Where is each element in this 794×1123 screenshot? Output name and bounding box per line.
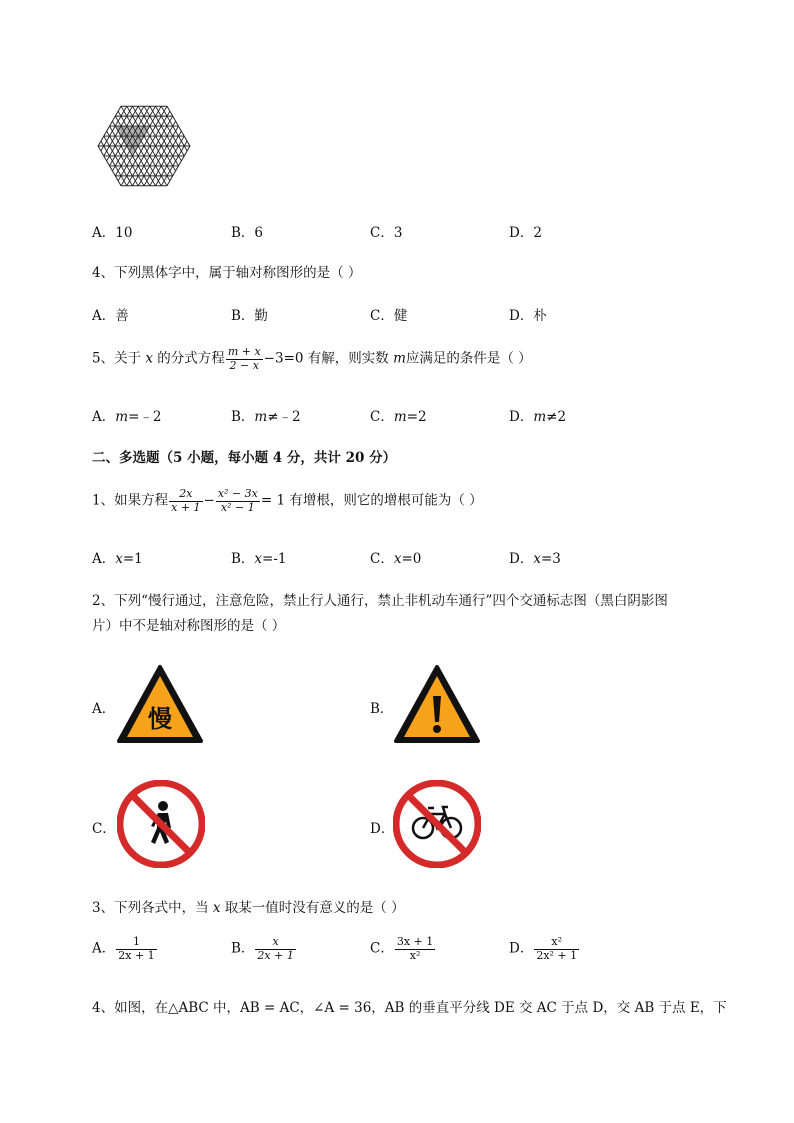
option-c[interactable]: C． $\frac{3x + 1}{\text{x²}}$ xyxy=(370,935,434,962)
multi-question-2-line1: 2、下列“慢行通过，注意危险，禁止行人通行，禁止非机动车通行”四个交通标志图（黑白阴影图 xyxy=(92,593,668,609)
section-heading: 二、多选题（5 小题，每小题 4 分，共计 20 分） xyxy=(92,450,397,466)
option-c[interactable]: C．m=2 xyxy=(370,409,427,425)
option-c[interactable]: C．x=0 xyxy=(370,551,422,567)
no-bicycles-sign-icon xyxy=(393,780,481,868)
multi-question-4-prompt: 4、如图，在△ABC 中，AB = AC，∠A = 36，AB 的垂直平分线 DE 交 AC 于点 D，交 AB 于点 E，下 xyxy=(92,1000,727,1016)
option-a[interactable]: A． $\frac{1}{2x + 1}$ xyxy=(92,935,155,962)
slow-sign-icon xyxy=(116,664,204,744)
option-a-label[interactable]: A． xyxy=(92,701,116,717)
fraction: $\frac{1}{2x + 1}$ xyxy=(118,935,155,962)
option-d[interactable]: D．朴 xyxy=(509,308,547,324)
option-b[interactable]: B． $\frac{x}{2x + 1}$ xyxy=(231,935,294,962)
option-a[interactable]: A．善 xyxy=(92,308,129,324)
fraction-2: $\frac{\text{x² − 3x}}{\text{x² − 1}}$ xyxy=(217,487,258,514)
option-b[interactable]: B．m≠﹣2 xyxy=(231,409,301,425)
fraction: $\frac{3x + 1}{\text{x²}}$ xyxy=(396,935,434,962)
option-b-label[interactable]: B． xyxy=(370,701,394,717)
fraction-1: $\frac{2x}{x + 1}$ xyxy=(171,487,201,514)
option-c-label[interactable]: C． xyxy=(92,821,116,837)
option-d[interactable]: D．x=3 xyxy=(509,551,561,567)
question-4-prompt: 4、下列黑体字中，属于轴对称图形的是（ ） xyxy=(92,265,362,281)
multi-question-2-line2: 片）中不是轴对称图形的是（ ） xyxy=(92,618,286,634)
danger-sign-icon xyxy=(393,664,481,744)
option-a[interactable]: A．x=1 xyxy=(92,551,143,567)
fraction: $\frac{m + x}{2 - x}$ xyxy=(227,345,261,372)
option-c[interactable]: C．3 xyxy=(370,225,403,241)
hex-grid-figure xyxy=(88,96,200,196)
shaded-region xyxy=(115,126,150,156)
no-pedestrians-sign-icon xyxy=(117,780,205,868)
multi-question-3-prompt: 3、下列各式中，当 x 取某一值时没有意义的是（ ） xyxy=(92,900,405,916)
option-d[interactable]: D． $\frac{\text{x²}}{\text{2x² + 1}}$ xyxy=(509,935,578,962)
option-d[interactable]: D．2 xyxy=(509,225,542,241)
option-d-label[interactable]: D． xyxy=(370,821,395,837)
fraction: $\frac{\text{x²}}{\text{2x² + 1}}$ xyxy=(536,935,578,962)
multi-question-1-prompt: 1、如果方程 $\frac{2x}{x + 1}$ − $\frac{\text{x² − 3x}}{\text{x² − 1}}$ = 1 有增根，则它的增根可能为（ ） xyxy=(92,487,483,514)
option-b[interactable]: B．6 xyxy=(231,225,264,241)
question-5-prompt: 5、关于 x 的分式方程 $\frac{m + x}{2 - x}$ −3=0 有解，则实数 m应满足的条件是（ ） xyxy=(92,345,532,372)
option-a[interactable]: A．10 xyxy=(92,225,133,241)
slow-sign-char: 慢 xyxy=(148,705,172,733)
fraction: $\frac{x}{2x + 1}$ xyxy=(257,935,294,962)
option-b[interactable]: B．勤 xyxy=(231,308,268,324)
option-c[interactable]: C．健 xyxy=(370,308,408,324)
option-b[interactable]: B．x=-1 xyxy=(231,551,287,567)
option-d[interactable]: D．m≠2 xyxy=(509,409,567,425)
option-a[interactable]: A．m=﹣2 xyxy=(92,409,162,425)
